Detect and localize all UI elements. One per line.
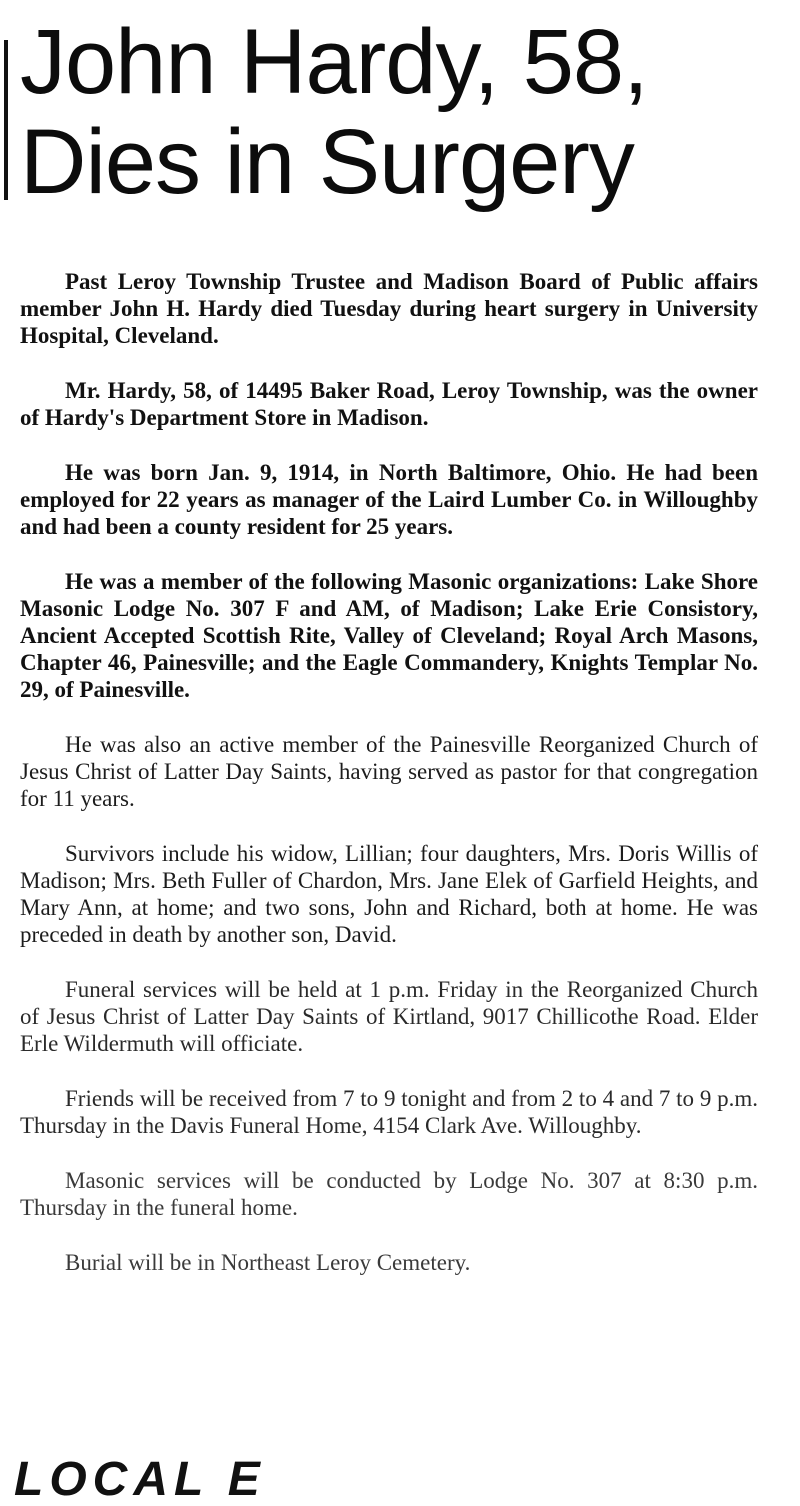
paragraph-funeral-services: Funeral services will be held at 1 p.m. Friday in the Reorganized Church of Jesus Christ of Latter Day Saints of Kirtland, 9017 Chillicothe Road. Elder Erle Wildermuth will officiate. xyxy=(20,977,758,1056)
paragraph-biography: He was born Jan. 9, 1914, in North Baltimore, Ohio. He had been employed for 22 years as manager of the Laird Lumber Co. in Willoughby and had been a county resident for 25 years. xyxy=(20,460,758,539)
next-headline-fragment: LOCAL E xyxy=(14,1453,266,1506)
paragraph-masonic-services: Masonic services will be conducted by Lodge No. 307 at 8:30 p.m. Thursday in the funeral home. xyxy=(20,1168,758,1220)
headline xyxy=(20,12,790,212)
paragraph-masonic-memberships: He was a member of the following Masonic organizations: Lake Shore Masonic Lodge No. 307 F and AM, of Madison; Lake Erie Consistory, Ancient Accepted Scottish Rite, Valley of Cleveland; Royal Arch Masons, Chapter 46, Painesville; and the Eagle Commandery, Knights Templar No. 29, of Painesville. xyxy=(20,569,758,702)
headline-line-1: John Hardy, 58, xyxy=(20,11,648,113)
paragraph-survivors: Survivors include his widow, Lillian; four daughters, Mrs. Doris Willis of Madison; Mrs. Beth Fuller of Chardon, Mrs. Jane Elek of Garfield Heights, and Mary Ann, at home; and two sons, John and Richard, both at home. He was preceded in death by another son, David. xyxy=(20,841,758,947)
paragraph-church: He was also an active member of the Painesville Reorganized Church of Jesus Christ of Latter Day Saints, having served as pastor for that congregation for 11 years. xyxy=(20,732,758,811)
column-rule xyxy=(4,40,8,200)
paragraph-address: Mr. Hardy, 58, of 14495 Baker Road, Leroy Township, was the owner of Hardy's Department Store in Madison. xyxy=(20,378,758,430)
headline-line-2: Dies in Surgery xyxy=(20,111,634,213)
paragraph-burial: Burial will be in Northeast Leroy Cemetery. xyxy=(65,1250,471,1275)
paragraph-visitation: Friends will be received from 7 to 9 tonight and from 2 to 4 and 7 to 9 p.m. Thursday in the Davis Funeral Home, 4154 Clark Ave. Willoughby. xyxy=(20,1086,758,1138)
paragraph-lead: Past Leroy Township Trustee and Madison Board of Public affairs member John H. Hardy died Tuesday during heart surgery in University Hospital, Cleveland. xyxy=(20,269,758,348)
article-body xyxy=(20,268,758,1304)
